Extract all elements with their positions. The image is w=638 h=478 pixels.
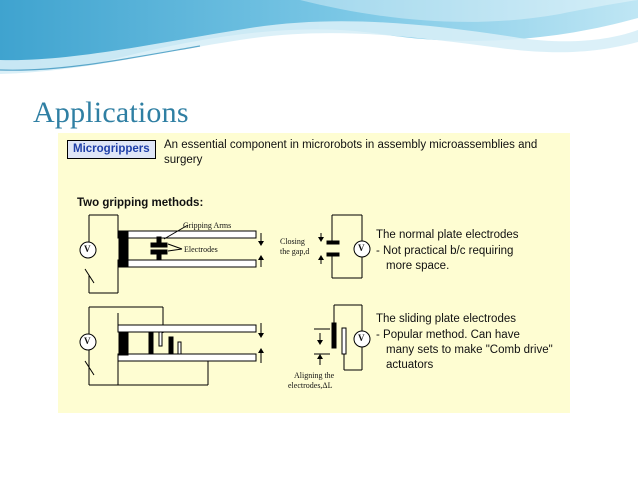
sliding-gripper-schematic [85,307,264,385]
content-panel [58,133,570,413]
microgrippers-tag: Microgrippers [67,140,156,159]
normal-gripper-schematic [85,215,264,293]
closing-gap-label-1: Closing [280,237,305,246]
sliding-plate-desc-3: actuators [386,359,434,371]
normal-plate-title: The normal plate electrodes [376,229,519,241]
methods-heading: Two gripping methods: [77,197,204,209]
voltmeter-label: V [358,243,365,253]
sliding-plate-desc-2: many sets to make "Comb drive" [386,344,553,356]
closing-gap-label-2: the gap,d [280,247,310,256]
header-wave-decoration [0,0,638,90]
voltmeter-label: V [358,333,365,343]
normal-plate-desc-1: - Not practical b/c requiring [376,245,514,257]
voltmeter-label: V [84,336,91,346]
sliding-plate-title: The sliding plate electrodes [376,313,516,325]
intro-text: An essential component in microrobots in assembly microassemblies and surgery [164,139,538,166]
sliding-plate-desc-1: - Popular method. Can have [376,329,520,341]
voltmeter-label: V [84,244,91,254]
aligning-label-2: electrodes,ΔL [288,381,333,390]
aligning-label-1: Aligning the [294,371,335,380]
slide-title: Applications [33,96,189,129]
normal-plate-desc-2: more space. [386,260,450,272]
gripping-arms-label: Gripping Arms [183,221,232,230]
electrodes-label: Electrodes [184,245,218,254]
